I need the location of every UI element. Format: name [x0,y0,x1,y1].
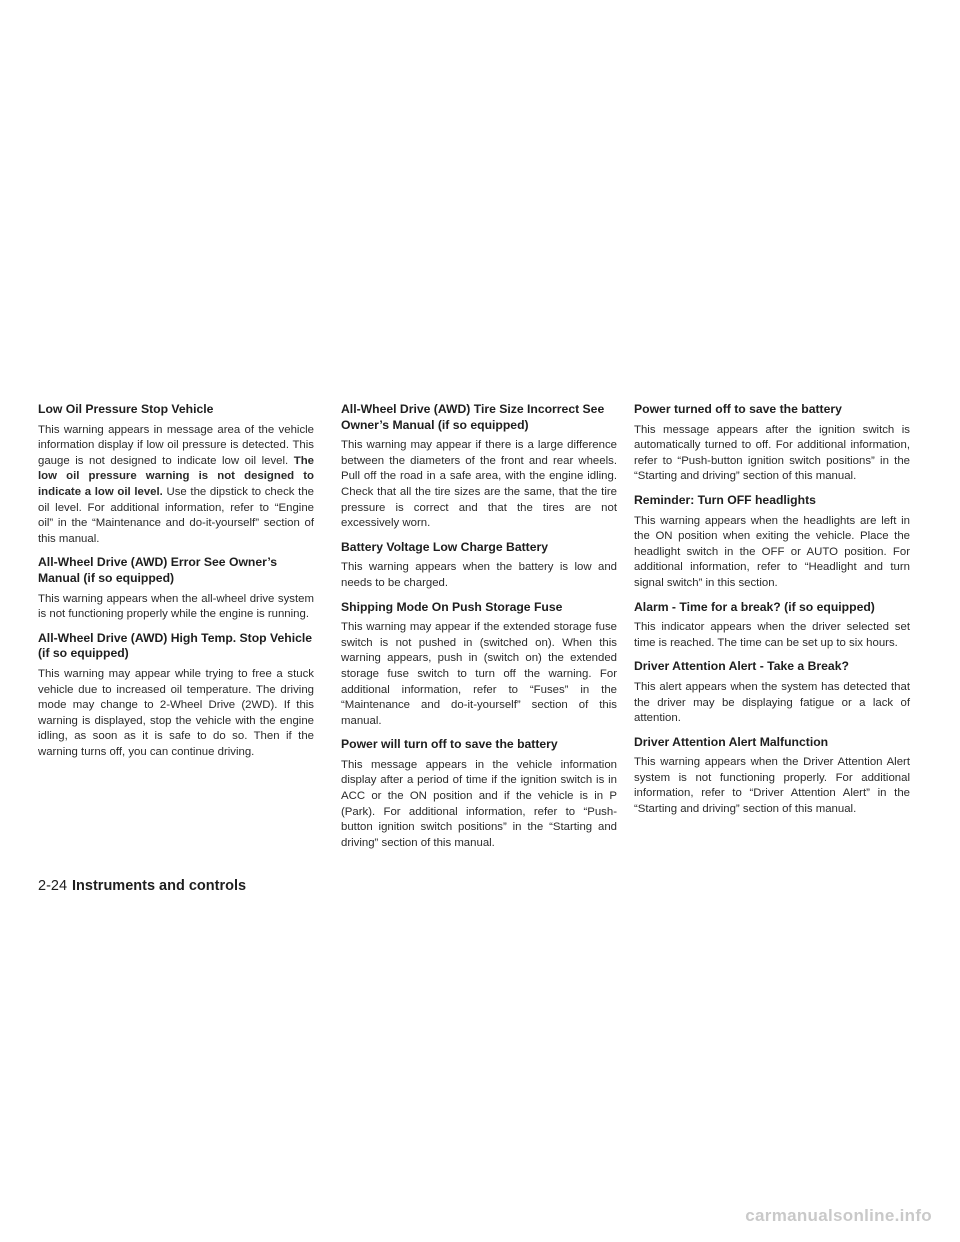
heading-awd-error: All-Wheel Drive (AWD) Error See Owner’s Manual (if so equipped) [38,555,278,585]
heading-power-turned-off: Power turned off to save the battery [634,402,842,416]
page-number: 2-24 [38,878,68,894]
column-right [634,402,910,818]
paragraph-power-turned-off: This message appears after the ignition switch is automatically turned to off. For additional information, refer to “Push-button ignition switch positions” in the “Starting and driving” section of this manual. [634,423,910,483]
heading-low-oil-pressure: Low Oil Pressure Stop Vehicle [38,402,214,416]
heading-turn-off-headlights: Reminder: Turn OFF headlights [634,492,816,507]
text-low-oil-pressure-intro: This warning appears in message area of the vehicle information display if low oil pressure is detected. This gauge is not designed to indicate low oil level. [38,423,314,467]
page-footer [38,877,246,895]
heading-shipping-mode: Shipping Mode On Push Storage Fuse [341,599,563,614]
paragraph-awd-high-temp: This warning may appear while trying to free a stuck vehicle due to increased oil temperature. The driving mode may change to 2-Wheel Drive (2WD). If this warning is displayed, stop the vehicle with the engine idling, as soon as it is safe to do so. Then if the warning turns off, you can continue driving. [38,667,314,758]
paragraph-turn-off-headlights: This warning appears when the headlights are left in the ON position when exiting the vehicle. Place the headlight switch in the OFF or AUTO position. For additional information, refer to “Headlight and turn signal switch” in this section. [634,514,910,589]
paragraph-shipping-mode: This warning may appear if the extended storage fuse switch is not pushed in (switched on). When this warning appears, push in (switch on) the extended storage fuse switch to turn off the warning. For additional information, refer to “Fuses” in the “Maintenance and do-it-yourself” section of this manual. [341,621,617,727]
heading-battery-voltage-low: Battery Voltage Low Charge Battery [341,539,549,554]
paragraph-driver-attention-alert: This alert appears when the system has detected that the driver may be displaying fatigue or a lack of attention. [634,680,910,725]
heading-driver-attention-malfunction: Driver Attention Alert Malfunction [634,734,829,749]
paragraph-driver-attention-malfunction: This warning appears when the Driver Attention Alert system is not functioning properly. For additional information, refer to “Driver Attention Alert” in the “Starting and driving” section of this manual. [634,756,910,816]
column-left [38,402,314,760]
column-middle [341,402,617,851]
text-low-oil-pressure-emphasis: The low oil pressure warning is not designed to indicate a low oil level. [38,454,314,498]
paragraph-battery-voltage-low: This warning appears when the battery is low and needs to be charged. [341,561,617,589]
paragraph-low-oil-pressure [38,423,314,548]
paragraph-awd-error: This warning appears when the all-wheel drive system is not functioning properly while the engine is running. [38,592,314,621]
paragraph-power-will-turn-off: This message appears in the vehicle information display after a period of time if the ignition switch is in ACC or the ON position and if the vehicle is in P (Park). For additional information, refer to “Push-button ignition switch positions” in the “Starting and driving” section of this manual. [341,758,617,849]
heading-awd-high-temp: All-Wheel Drive (AWD) High Temp. Stop Vehicle (if so equipped) [38,630,313,661]
heading-alarm-break: Alarm - Time for a break? (if so equipped) [634,599,875,614]
paragraph-alarm-break: This indicator appears when the driver selected set time is reached. The time can be set up to six hours. [634,621,910,649]
heading-power-will-turn-off: Power will turn off to save the battery [341,737,558,752]
heading-driver-attention-alert: Driver Attention Alert - Take a Break? [634,659,849,674]
text-low-oil-pressure-rest: Use the dipstick to check the oil level. For additional information, refer to “Engine oil” in the “Maintenance and do-it-yourself” section of this manual. [38,485,314,545]
watermark: carmanualsonline.info [745,1206,932,1225]
paragraph-awd-tire-size: This warning may appear if there is a large difference between the diameters of the front and rear wheels. Pull off the road in a safe area, with the engine idling. Check that all the tire sizes are the same, that the tire pressure is correct and that the tires are not excessively worn. [341,439,617,530]
heading-awd-tire-size: All-Wheel Drive (AWD) Tire Size Incorrect See Owner’s Manual (if so equipped) [341,402,605,432]
footer-section-title: Instruments and controls [72,878,247,894]
